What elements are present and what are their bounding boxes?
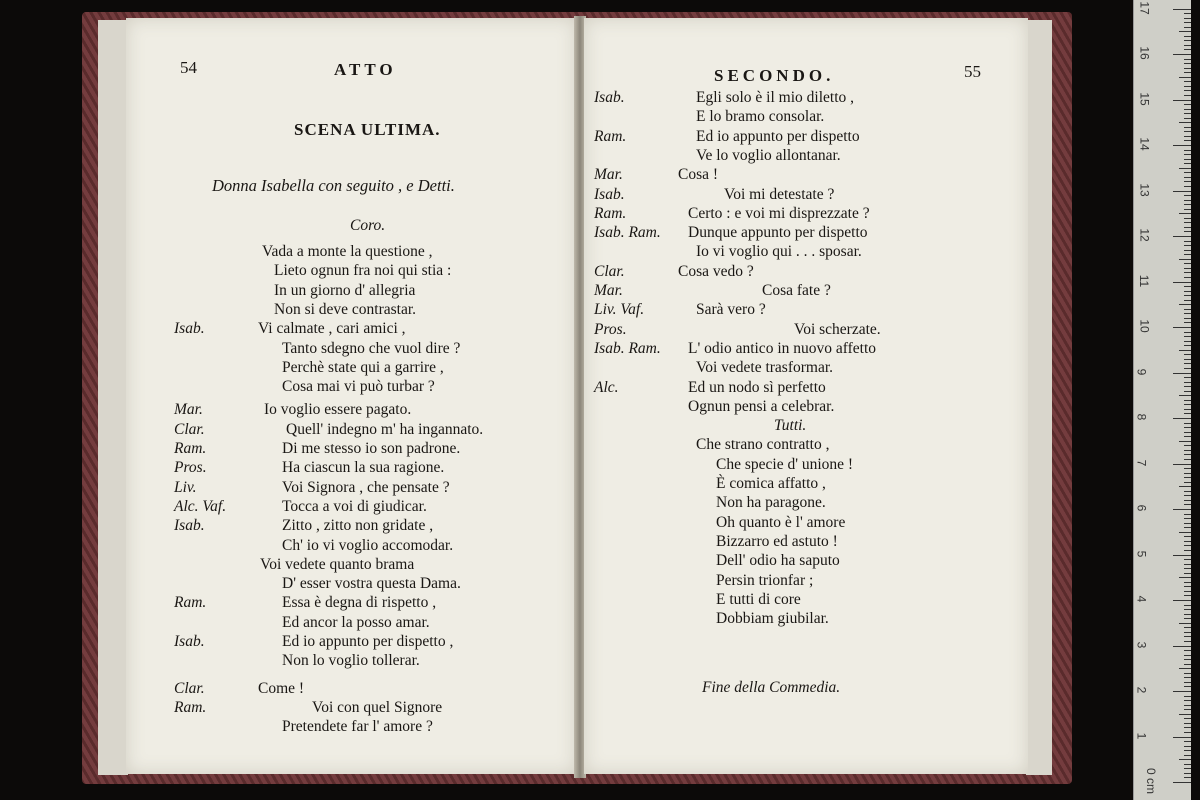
ruler-number: 5 xyxy=(1134,550,1149,557)
ruler-tick xyxy=(1184,241,1191,242)
ruler-number: 1 xyxy=(1134,732,1149,739)
speaker-label: Ram. xyxy=(174,440,207,457)
ruler-number: 4 xyxy=(1134,595,1149,603)
verse-line: Cosa ! xyxy=(678,166,719,184)
ruler-tick xyxy=(1184,72,1191,73)
ruler-tick xyxy=(1184,150,1191,151)
ruler-tick xyxy=(1184,655,1191,656)
ruler-tick xyxy=(1184,45,1191,46)
ruler-tick xyxy=(1184,177,1191,178)
ruler-tick xyxy=(1184,636,1191,637)
ruler-tick xyxy=(1184,277,1191,278)
ruler-tick xyxy=(1179,532,1191,533)
ruler-tick xyxy=(1179,668,1191,669)
ruler-tick xyxy=(1184,709,1191,710)
ruler-tick xyxy=(1184,222,1191,223)
verse-line: Ve lo voglio allontanar. xyxy=(696,146,841,164)
ruler-number: 10 xyxy=(1137,319,1152,333)
ruler-tick xyxy=(1184,650,1191,651)
verse-line: Pretendete far l' amore ? xyxy=(282,718,433,736)
ruler-tick xyxy=(1173,555,1191,556)
ruler-tick xyxy=(1184,550,1191,551)
ruler-tick xyxy=(1184,341,1191,342)
ruler-tick xyxy=(1184,227,1191,228)
endpaper-right xyxy=(1026,20,1052,775)
ruler-tick xyxy=(1184,209,1191,210)
ruler-number: 2 xyxy=(1134,686,1149,694)
verse-line: Ha ciascun la sua ragione. xyxy=(282,459,445,477)
ruler-tick xyxy=(1179,168,1191,169)
ruler-tick xyxy=(1184,263,1191,264)
ruler-tick xyxy=(1184,573,1191,574)
ruler-tick xyxy=(1179,77,1191,78)
ruler-tick xyxy=(1184,450,1191,451)
ruler-tick xyxy=(1184,204,1191,205)
ruler-tick xyxy=(1173,145,1191,146)
verse-line: Bizzarro ed astuto ! xyxy=(716,532,838,550)
ruler-tick xyxy=(1179,259,1191,260)
ruler-tick xyxy=(1184,109,1191,110)
verse-line: Ed un nodo sì perfetto xyxy=(688,378,826,396)
ruler-tick xyxy=(1184,291,1191,292)
verse-line: Voi con quel Signore xyxy=(312,698,443,716)
verse-line: Ognun pensi a celebrar. xyxy=(688,397,835,415)
ruler-tick xyxy=(1184,113,1191,114)
ruler-tick xyxy=(1184,181,1191,182)
running-head: ATTO xyxy=(334,60,397,79)
verse-line: Egli solo è il mio diletto , xyxy=(696,89,855,106)
verse-line: Ch' io vi voglio accomodar. xyxy=(282,536,454,554)
speaker-label: Alc. xyxy=(594,378,619,396)
ruler-tick xyxy=(1173,100,1191,101)
ruler-tick xyxy=(1184,595,1191,596)
ruler-tick xyxy=(1184,382,1191,383)
ruler-number: 8 xyxy=(1134,413,1149,421)
ruler-tick xyxy=(1184,404,1191,405)
speaker-label: Isab. xyxy=(594,89,625,106)
verse-line: Cosa mai vi può turbar ? xyxy=(282,378,435,396)
ruler-tick xyxy=(1184,268,1191,269)
speaker-label: Mar. xyxy=(594,282,623,299)
ruler-tick xyxy=(1184,682,1191,683)
ruler-number: 16 xyxy=(1137,46,1152,60)
ruler-tick xyxy=(1173,691,1191,692)
ruler-tick xyxy=(1184,127,1191,128)
verse-line: Voi vedete quanto brama xyxy=(260,555,415,573)
ruler-tick xyxy=(1184,90,1191,91)
ruler-tick xyxy=(1184,641,1191,642)
ruler-tick xyxy=(1173,646,1191,647)
speaker-label: Clar. xyxy=(174,420,205,438)
ruler-number: 14 xyxy=(1137,137,1152,151)
ruler-tick xyxy=(1184,732,1191,733)
ruler-tick xyxy=(1184,677,1191,678)
ruler-tick xyxy=(1173,464,1191,465)
verse-line: Voi vedete trasformar. xyxy=(696,359,834,377)
ruler-tick xyxy=(1184,673,1191,674)
verse-line: Tocca a voi di giudicar. xyxy=(282,497,427,515)
ruler-tick xyxy=(1184,163,1191,164)
ruler-tick xyxy=(1184,568,1191,569)
ruler-tick xyxy=(1184,705,1191,706)
ruler-tick xyxy=(1184,300,1191,301)
ruler-tick xyxy=(1184,354,1191,355)
verse-line: Dunque appunto per dispetto xyxy=(688,224,868,242)
end-note: Fine della Commedia. xyxy=(702,679,841,696)
ruler-tick xyxy=(1184,591,1191,592)
ruler-tick xyxy=(1184,727,1191,728)
chorus-label: Coro. xyxy=(350,217,386,234)
speaker-label: Ram. xyxy=(594,204,627,222)
ruler-number: 17 xyxy=(1137,0,1152,15)
ruler-number: 13 xyxy=(1137,182,1152,197)
ruler-tick xyxy=(1184,18,1191,19)
ruler-tick xyxy=(1184,523,1191,524)
ruler-number: 6 xyxy=(1134,504,1149,512)
ruler-tick xyxy=(1184,664,1191,665)
verse-line: Vada a monte la questione , xyxy=(262,243,433,260)
ruler-tick xyxy=(1184,723,1191,724)
ruler-tick xyxy=(1179,122,1191,123)
chorus-label: Tutti. xyxy=(774,417,807,435)
speaker-label: Ram. xyxy=(174,594,207,612)
speaker-label: Isab. xyxy=(174,517,205,535)
ruler-tick xyxy=(1184,495,1191,496)
ruler-tick xyxy=(1184,746,1191,747)
speaker-label: Ram. xyxy=(174,698,207,716)
ruler-tick xyxy=(1184,413,1191,414)
ruler-tick xyxy=(1184,777,1191,778)
ruler-tick xyxy=(1184,696,1191,697)
ruler-tick xyxy=(1184,195,1191,196)
ruler-tick xyxy=(1184,686,1191,687)
ruler-tick xyxy=(1184,454,1191,455)
verse-line: Sarà vero ? xyxy=(696,301,766,319)
ruler-tick xyxy=(1184,318,1191,319)
page-number: 55 xyxy=(964,62,981,81)
verse-line: Io voglio essere pagato. xyxy=(264,401,412,419)
ruler-tick xyxy=(1173,600,1191,601)
ruler-tick xyxy=(1184,764,1191,765)
ruler-tick xyxy=(1184,436,1191,437)
ruler-tick xyxy=(1184,518,1191,519)
ruler-tick xyxy=(1184,468,1191,469)
ruler-tick xyxy=(1184,154,1191,155)
ruler-tick xyxy=(1184,391,1191,392)
verse-line: Non ha paragone. xyxy=(716,494,826,512)
ruler-tick xyxy=(1184,22,1191,23)
speaker-label: Liv. xyxy=(174,478,197,496)
ruler-tick xyxy=(1184,363,1191,364)
ruler-tick xyxy=(1173,509,1191,510)
ruler-tick xyxy=(1184,514,1191,515)
verse-line: Che strano contratto , xyxy=(696,436,830,454)
verse-line: Certo : e voi mi disprezzate ? xyxy=(688,204,870,222)
ruler-number: 11 xyxy=(1137,274,1152,287)
speaker-label: Isab. xyxy=(174,633,205,650)
ruler-tick xyxy=(1184,218,1191,219)
ruler-tick xyxy=(1184,254,1191,255)
speaker-label: Liv. Vaf. xyxy=(594,301,645,319)
ruler-tick xyxy=(1184,36,1191,37)
verse-line: Persin trionfar ; xyxy=(716,571,814,589)
verse-line: Oh quanto è l' amore xyxy=(716,513,846,531)
speaker-label: Pros. xyxy=(174,459,207,477)
ruler-tick xyxy=(1184,409,1191,410)
page-number: 54 xyxy=(180,58,197,77)
ruler-tick xyxy=(1184,63,1191,64)
ruler-tick xyxy=(1184,768,1191,769)
speaker-label: Clar. xyxy=(594,262,625,280)
verse-line: Voi scherzate. xyxy=(794,320,881,338)
verse-line: E lo bramo consolar. xyxy=(696,108,825,126)
verse-line: Tanto sdegno che vuol dire ? xyxy=(282,339,461,357)
verse-line: Ed ancor la posso amar. xyxy=(282,613,430,631)
ruler-number: 15 xyxy=(1137,91,1152,106)
ruler-tick xyxy=(1179,714,1191,715)
ruler-tick xyxy=(1184,618,1191,619)
verse-line: Quell' indegno m' ha ingannato. xyxy=(286,420,484,438)
verse-line: Dell' odio ha saputo xyxy=(716,552,840,570)
ruler-tick xyxy=(1184,659,1191,660)
ruler-tick xyxy=(1184,336,1191,337)
ruler-tick xyxy=(1184,295,1191,296)
ruler-tick xyxy=(1173,737,1191,738)
ruler-tick xyxy=(1179,350,1191,351)
verse-line: Voi Signora , che pensate ? xyxy=(282,478,450,496)
ruler-tick xyxy=(1184,159,1191,160)
ruler-tick xyxy=(1184,118,1191,119)
ruler-tick xyxy=(1184,536,1191,537)
ruler-tick xyxy=(1184,186,1191,187)
ruler-tick xyxy=(1184,245,1191,246)
verse-line: Di me stesso io son padrone. xyxy=(282,440,461,457)
ruler-tick xyxy=(1179,304,1191,305)
ruler-tick xyxy=(1184,40,1191,41)
ruler-tick xyxy=(1184,614,1191,615)
ruler-tick xyxy=(1184,423,1191,424)
ruler-tick xyxy=(1184,104,1191,105)
ruler-tick xyxy=(1184,750,1191,751)
verse-line: D' esser vostra questa Dama. xyxy=(282,575,461,593)
ruler-tick xyxy=(1179,441,1191,442)
scene-title: SCENA ULTIMA. xyxy=(294,120,441,139)
speaker-label: Alc. Vaf. xyxy=(174,497,227,515)
ruler-tick xyxy=(1184,140,1191,141)
ruler-tick xyxy=(1184,377,1191,378)
speaker-label: Mar. xyxy=(594,166,623,184)
verse-line: Io vi voglio qui . . . sposar. xyxy=(696,243,862,261)
verse-line: È comica affatto , xyxy=(716,475,826,492)
ruler-tick xyxy=(1184,632,1191,633)
ruler-tick xyxy=(1179,213,1191,214)
measuring-ruler xyxy=(1133,0,1191,800)
ruler-tick xyxy=(1184,741,1191,742)
ruler-tick xyxy=(1184,545,1191,546)
ruler-tick xyxy=(1184,400,1191,401)
speaker-label: Isab. xyxy=(594,185,625,203)
ruler-tick xyxy=(1184,68,1191,69)
ruler-tick xyxy=(1184,482,1191,483)
ruler-tick xyxy=(1184,359,1191,360)
ruler-tick xyxy=(1184,700,1191,701)
ruler-tick xyxy=(1184,445,1191,446)
verse-line: In un giorno d' allegria xyxy=(274,281,416,299)
ruler-number: 3 xyxy=(1134,641,1149,648)
ruler-tick xyxy=(1184,81,1191,82)
ruler-tick xyxy=(1184,309,1191,310)
ruler-tick xyxy=(1184,49,1191,50)
ruler-tick xyxy=(1184,477,1191,478)
ruler-tick xyxy=(1184,473,1191,474)
ruler-tick xyxy=(1184,773,1191,774)
verse-line: Voi mi detestate ? xyxy=(724,185,835,203)
ruler-tick xyxy=(1184,345,1191,346)
ruler-tick xyxy=(1184,718,1191,719)
verse-line: L' odio antico in nuovo affetto xyxy=(688,339,877,357)
endpaper-left xyxy=(98,20,128,775)
ruler-tick xyxy=(1184,322,1191,323)
ruler-tick xyxy=(1184,286,1191,287)
verse-line: Non lo voglio tollerar. xyxy=(282,652,420,670)
ruler-tick xyxy=(1173,236,1191,237)
speaker-label: Isab. xyxy=(174,320,205,338)
ruler-tick xyxy=(1179,395,1191,396)
ruler-tick xyxy=(1173,327,1191,328)
ruler-tick xyxy=(1184,541,1191,542)
ruler-tick xyxy=(1184,59,1191,60)
ruler-tick xyxy=(1184,605,1191,606)
verse-line: Ed io appunto per dispetto xyxy=(696,127,860,145)
ruler-tick xyxy=(1184,250,1191,251)
ruler-tick xyxy=(1184,13,1191,14)
ruler-tick xyxy=(1184,427,1191,428)
verse-line: Cosa fate ? xyxy=(762,282,831,299)
verse-line: Perchè state qui a garrire , xyxy=(282,358,444,376)
speaker-label: Mar. xyxy=(174,401,203,419)
ruler-tick xyxy=(1173,418,1191,419)
ruler-tick xyxy=(1184,368,1191,369)
ruler-tick xyxy=(1184,272,1191,273)
ruler-tick xyxy=(1184,172,1191,173)
ruler-tick xyxy=(1184,332,1191,333)
verse-line: Cosa vedo ? xyxy=(678,262,754,280)
ruler-tick xyxy=(1184,559,1191,560)
ruler-tick xyxy=(1184,527,1191,528)
stage-direction: Donna Isabella con seguito , e Detti. xyxy=(212,176,455,195)
ruler-tick xyxy=(1179,623,1191,624)
ruler-tick xyxy=(1184,582,1191,583)
ruler-tick xyxy=(1184,131,1191,132)
ruler-tick xyxy=(1184,231,1191,232)
ruler-tick xyxy=(1179,759,1191,760)
ruler-tick xyxy=(1184,200,1191,201)
ruler-tick xyxy=(1184,95,1191,96)
ruler-tick xyxy=(1184,564,1191,565)
speaker-label: Isab. Ram. xyxy=(594,339,661,357)
ruler-tick xyxy=(1184,586,1191,587)
ruler-tick xyxy=(1184,313,1191,314)
verse-line: Che specie d' unione ! xyxy=(716,455,854,473)
ruler-tick xyxy=(1173,782,1191,783)
ruler-tick xyxy=(1184,500,1191,501)
verse-line: Vi calmate , cari amici , xyxy=(258,320,406,338)
ruler-number: 12 xyxy=(1137,228,1152,242)
ruler-tick xyxy=(1184,459,1191,460)
left-page xyxy=(126,18,576,774)
running-head: SECONDO. xyxy=(714,66,835,85)
ruler-tick xyxy=(1184,755,1191,756)
ruler-tick xyxy=(1173,9,1191,10)
verse-line: Lieto ognun fra noi qui stia : xyxy=(274,262,452,280)
speaker-label: Clar. xyxy=(174,679,205,697)
ruler-tick xyxy=(1184,386,1191,387)
verse-line: Essa è degna di rispetto , xyxy=(282,594,437,612)
ruler-tick xyxy=(1184,627,1191,628)
ruler-tick xyxy=(1173,373,1191,374)
ruler-number: 0 cm xyxy=(1144,767,1159,795)
ruler-tick xyxy=(1184,432,1191,433)
verse-line: Dobbiam giubilar. xyxy=(716,610,829,628)
ruler-tick xyxy=(1184,491,1191,492)
speaker-label: Pros. xyxy=(594,320,627,338)
ruler-number: 7 xyxy=(1134,459,1149,466)
ruler-number: 9 xyxy=(1134,368,1149,375)
ruler-tick xyxy=(1173,191,1191,192)
ruler-tick xyxy=(1184,27,1191,28)
verse-line: Zitto , zitto non gridate , xyxy=(282,517,434,535)
verse-line: E tutti di core xyxy=(716,590,801,608)
verse-line: Non si deve contrastar. xyxy=(274,300,417,318)
ruler-tick xyxy=(1173,282,1191,283)
speaker-label: Isab. Ram. xyxy=(594,224,661,242)
ruler-tick xyxy=(1184,136,1191,137)
ruler-tick xyxy=(1179,31,1191,32)
ruler-tick xyxy=(1184,86,1191,87)
speaker-label: Ram. xyxy=(594,127,627,145)
right-page xyxy=(584,18,1028,774)
ruler-tick xyxy=(1179,486,1191,487)
verse-line: Ed io appunto per dispetto , xyxy=(282,633,454,650)
ruler-tick xyxy=(1184,609,1191,610)
ruler-tick xyxy=(1184,504,1191,505)
verse-line: Come ! xyxy=(258,679,305,697)
ruler-tick xyxy=(1179,577,1191,578)
ruler-tick xyxy=(1173,54,1191,55)
